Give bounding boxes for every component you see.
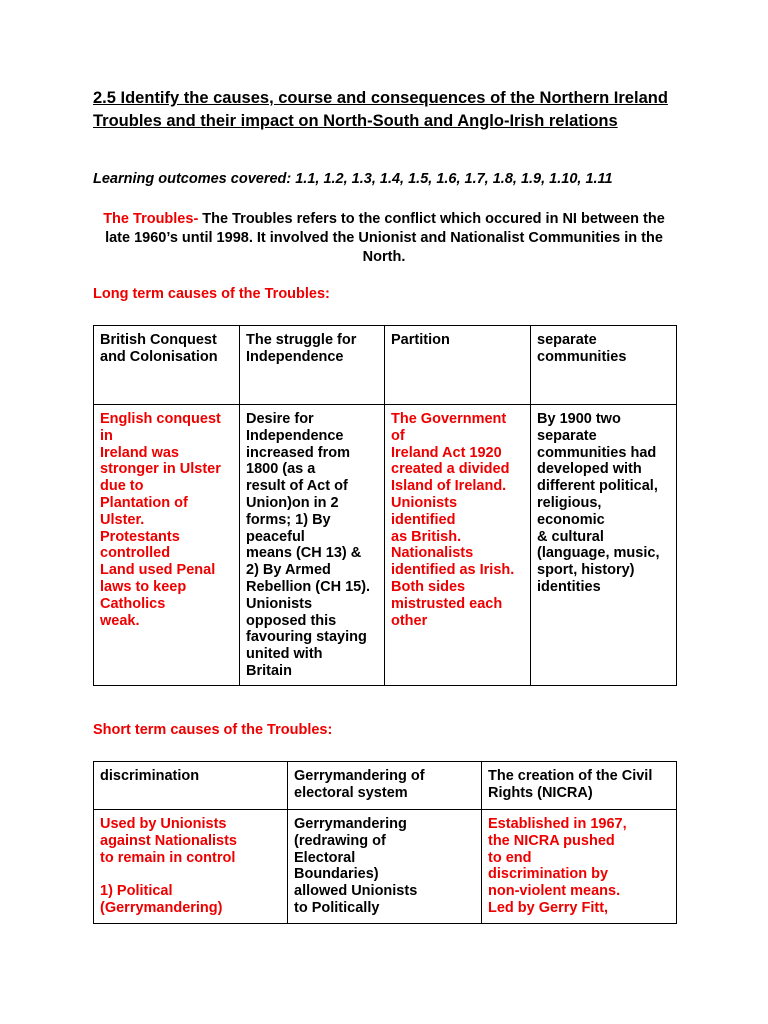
table-cell: English conquest in Ireland was stronger in Ulster due to Plantation of Ulster. Protestants controlled Land used Penal laws to keep Catholics weak. — [94, 405, 240, 686]
table-header-cell: The creation of the Civil Rights (NICRA) — [482, 762, 677, 810]
table-cell: The Government of Ireland Act 1920 created a divided Island of Ireland. Unionists identified as British. Nationalists identified as Irish. Both sides mistrusted each other — [385, 405, 531, 686]
short-term-title: Short term causes of the Troubles: — [93, 722, 333, 738]
section-heading-text: 2.5 Identify the causes, course and consequences of the Northern Ireland Troubles and their impact on North-South and Anglo-Irish relations — [93, 89, 668, 130]
table-header-cell: Partition — [385, 326, 531, 405]
short-term-header-row — [94, 762, 677, 810]
long-term-header-row — [94, 326, 677, 405]
long-term-table — [93, 325, 677, 686]
table-header-cell: Gerrymandering of electoral system — [288, 762, 482, 810]
table-cell: By 1900 two separate communities had developed with different political, religious, economic & cultural (language, music, sport, history) identities — [531, 405, 677, 686]
intro-paragraph — [90, 210, 678, 267]
short-term-content-row — [94, 810, 677, 924]
intro-definition: The Troubles refers to the conflict which occured in NI between the late 1960’s until 1998. It involved the Unionist and Nationalist Communities in the North. — [105, 211, 665, 265]
table-header-cell: separate communities — [531, 326, 677, 405]
table-cell: Used by Unionists against Nationalists to remain in control 1) Political (Gerrymandering) — [94, 810, 288, 924]
table-header-cell: discrimination — [94, 762, 288, 810]
table-header-cell: British Conquest and Colonisation — [94, 326, 240, 405]
table-cell: Desire for Independence increased from 1800 (as a result of Act of Union)on in 2 forms; 1) By peaceful means (CH 13) & 2) By Armed Rebellion (CH 15). Unionists opposed this favouring staying united with Britain — [240, 405, 385, 686]
long-term-content-row — [94, 405, 677, 686]
table-cell: Established in 1967, the NICRA pushed to end discrimination by non-violent means. Led by Gerry Fitt, — [482, 810, 677, 924]
intro-term: The Troubles- — [103, 211, 199, 227]
long-term-title: Long term causes of the Troubles: — [93, 286, 330, 302]
learning-outcomes: Learning outcomes covered: 1.1, 1.2, 1.3, 1.4, 1.5, 1.6, 1.7, 1.8, 1.9, 1.10, 1.11 — [93, 171, 613, 187]
table-cell: Gerrymandering (redrawing of Electoral Boundaries) allowed Unionists to Politically — [288, 810, 482, 924]
table-header-cell: The struggle for Independence — [240, 326, 385, 405]
short-term-table — [93, 761, 677, 924]
section-heading — [93, 87, 683, 132]
